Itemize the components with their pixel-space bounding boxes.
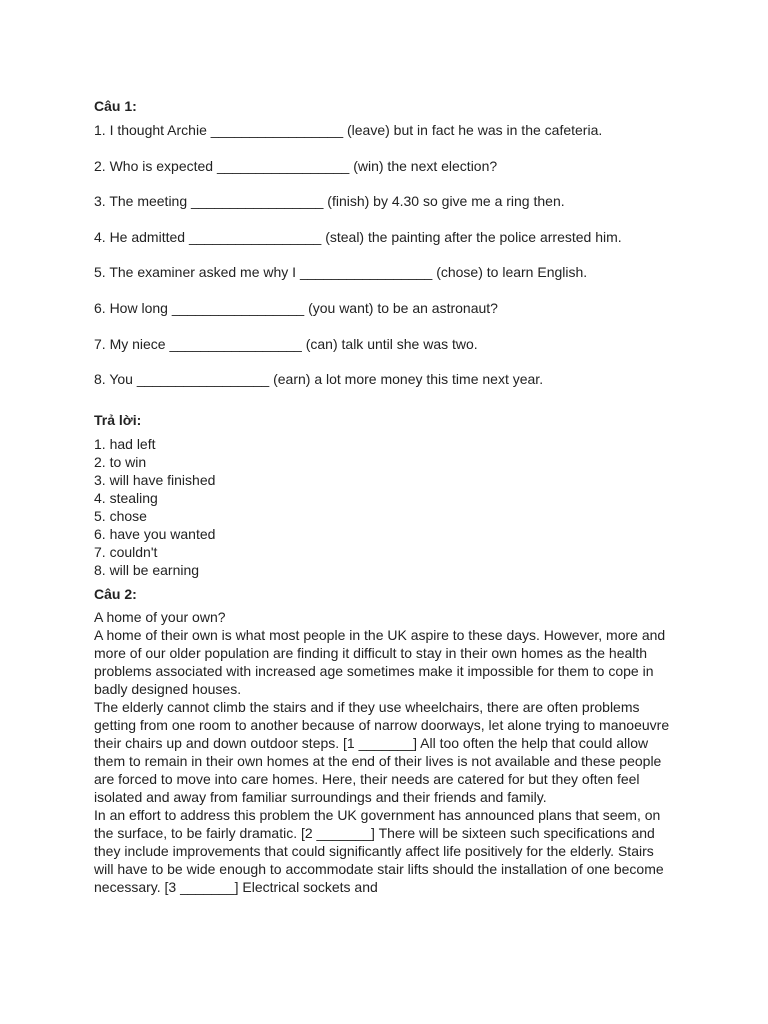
question-item: 6. How long _________________ (you want) to be an astronaut?	[94, 299, 498, 316]
question-item: 3. The meeting _________________ (finish) by 4.30 so give me a ring then.	[94, 193, 565, 210]
question-item: 2. Who is expected _________________ (win) the next election?	[94, 157, 498, 174]
question-item: 7. My niece _________________ (can) talk until she was two.	[94, 335, 478, 352]
question-list	[94, 121, 734, 406]
question-item: 4. He admitted _________________ (steal) the painting after the police arrested him.	[94, 228, 622, 245]
cau1-heading: Câu 1:	[94, 98, 137, 114]
answer-item: 2. to win	[94, 454, 147, 470]
cau2-heading: Câu 2:	[94, 586, 137, 602]
answer-item: 3. will have finished	[94, 472, 216, 488]
answers-heading: Trả lời:	[94, 412, 142, 428]
passage-paragraph: In an effort to address this problem the UK government has announced plans that seem, on the surface, to be fairly dramatic. [2 _______] There will be sixteen such specifications and they include improvements that could significantly affect life positively for the elderly. Stairs will have to be wide enough to accommodate stair lifts should the installation of one become necessary. [3 _______] Electrical sockets and	[94, 807, 664, 895]
passage-paragraph: A home of their own is what most people in the UK aspire to these days. However, more and more of our older population are finding it difficult to stay in their own homes as the health problems associated with increased age sometimes make it impossible for them to cope in badly designed houses.	[94, 627, 666, 697]
answer-item: 8. will be earning	[94, 562, 200, 578]
reading-passage	[94, 608, 674, 896]
answer-list	[94, 435, 215, 579]
question-item: 5. The examiner asked me why I _________________ (chose) to learn English.	[94, 264, 588, 281]
question-item: 1. I thought Archie _________________ (leave) but in fact he was in the cafeteria.	[94, 122, 603, 138]
answer-item: 4. stealing	[94, 490, 158, 506]
answer-item: 7. couldn't	[94, 544, 158, 560]
answer-item: 5. chose	[94, 508, 147, 524]
answer-item: 6. have you wanted	[94, 526, 216, 542]
answer-item: 1. had left	[94, 436, 156, 452]
passage-paragraph: The elderly cannot climb the stairs and if they use wheelchairs, there are often problems getting from one room to another because of narrow doorways, let alone trying to manoeuvre their chairs up and down outdoor steps. [1 _______] All too often the help that could allow them to remain in their own homes at the end of their lives is not available and these people are forced to move into care homes. Here, their needs are catered for but they often feel isolated and away from familiar surroundings and their friends and family.	[94, 699, 670, 805]
passage-title: A home of your own?	[94, 609, 226, 625]
question-item: 8. You _________________ (earn) a lot more money this time next year.	[94, 371, 544, 388]
